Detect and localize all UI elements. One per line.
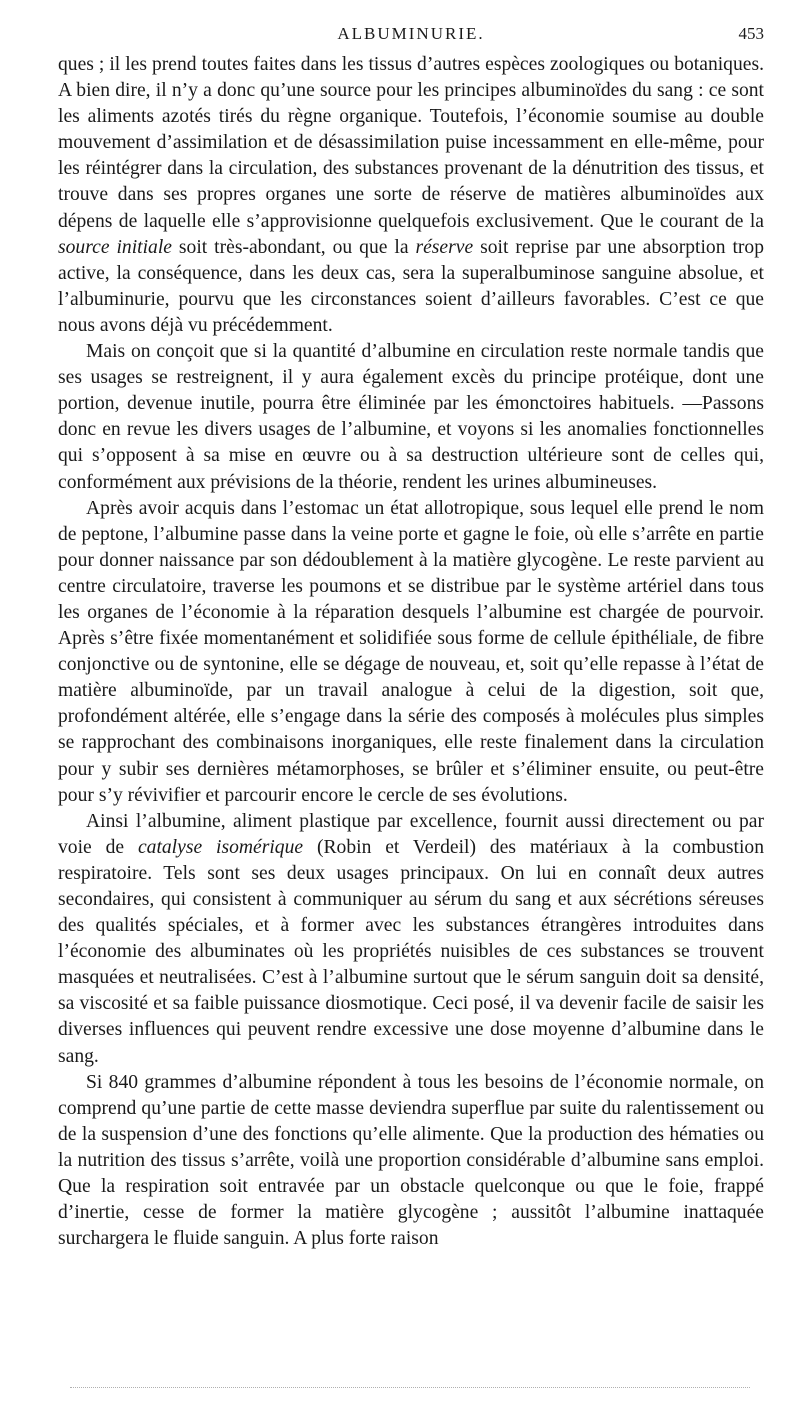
paragraph-2 (58, 339, 764, 496)
text-segment: (Robin et Verdeil) des matériaux à la combustion respiratoire. Tels sont ses deux usages principaux. On lui en connaît deux autres secondaires, qui consistent à communiquer au sérum du sang et aux sécrétions séreuses des qualités spéciales, et à former avec les substances étrangères introduites dans l’économie des albuminates où les propriétés nuisibles de ces substances se trouvent masquées et neutralisées. C’est à l’albumine surtout que le sérum sanguin doit sa densité, sa viscosité et sa faible puissance diosmotique. Ceci posé, il va devenir facile de saisir les diverses influences qui peuvent rendre excessive une dose moyenne d’albumine dans le sang. (58, 836, 765, 1067)
footer-rule (70, 1387, 750, 1388)
paragraph-1 (58, 52, 764, 339)
text-segment: Si 840 grammes d’albumine répondent à tous les besoins de l’économie normale, on comprend qu’une partie de cette masse deviendra superflue par suite du ralentissement ou de la suspension d’une des fonctions qu’elle alimente. Que la production des hématies ou la nutrition des tissus s’arrête, voilà une proportion considérable d’albumine sans emploi. Que la respiration soit entravée par un obstacle quelconque ou que le foie, frappé d’inertie, cesse de former la matière glycogène ; aussitôt l’albumine inattaquée surchargera le fluide sanguin. A plus forte raison (58, 1071, 764, 1250)
italic-term: catalyse isomérique (137, 836, 304, 858)
text-segment: Après avoir acquis dans l’estomac un état allotropique, sous lequel elle prend le nom de peptone, l’albumine passe dans la veine porte et gagne le foie, où elle s’arrête en partie pour donner naissance par son dédoublement à la matière glycogène. Le reste parvient au centre circulatoire, traverse les poumons et se distribue par le système artériel dans tous les organes de l’économie à la réparation desquels l’albumine est chargée de pourvoir. Après s’être fixée momentanément et solidifiée sous forme de cellule épithéliale, de fibre conjonctive ou de syntonine, elle se dégage de nouveau, et, soit qu’elle repasse à l’état de matière albuminoïde, par un travail analogue à celui de la digestion, soit que, profondément altérée, elle s’engage dans la série des composés à molécules plus simples se rapprochant des combinaisons inorganiques, elle reste finalement dans la circulation pour y subir ses dernières métamorphoses, se brûler et s’éliminer ensuite, ou peut-être pour s’y révivifier et parcourir encore le cercle de ses évolutions. (58, 497, 764, 806)
book-page (58, 22, 764, 1252)
italic-term: réserve (415, 236, 474, 258)
paragraph-5 (58, 1070, 764, 1253)
running-title: ALBUMINURIE. (337, 24, 485, 43)
text-segment: Mais on conçoit que si la quantité d’albumine en circulation reste normale tandis que ses usages se restreignent, il y aura également excès du principe protéique, dont une portion, devenue inutile, pourra être éliminée par les émonctoires habituels. —Passons donc en revue les divers usages de l’albumine, et voyons si les anomalies fonctionnelles qui s’opposent à sa mise en œuvre ou à sa destruction ultérieure sont de celles qui, conformément aux prévisions de la théorie, rendent les urines albumineuses. (58, 341, 764, 493)
italic-term: source initiale (58, 236, 172, 258)
body-text (58, 52, 764, 1252)
text-segment: soit très-abondant, ou que la (171, 236, 416, 258)
page-number: 453 (738, 24, 764, 43)
paragraph-4 (58, 809, 764, 1070)
text-segment: soit reprise par une absorption trop active, la conséquence, dans les deux cas, sera la superalbuminose sanguine absolue, et l’albuminurie, pourvu que les circonstances soient d’ailleurs favorables. C’est ce que nous avons déjà vu précédemment. (58, 236, 765, 336)
paragraph-3 (58, 496, 764, 809)
text-segment: Ainsi l’albumine, aliment plastique par excellence, fournit aussi directement ou par voie de (58, 810, 764, 858)
text-segment: ques ; il les prend toutes faites dans les tissus d’autres espèces zoologiques ou botaniques. A bien dire, il n’y a donc qu’une source pour les principes albuminoïdes du sang : ce sont les aliments azotés tirés du règne organique. Toutefois, l’économie soumise au double mouvement d’assimilation et de désassimilation puise incessamment en elle-même, pour les réintégrer dans la circulation, des substances provenant de la dénutrition des tissus, et trouve dans ses propres organes une sorte de réserve de matières albuminoïdes aux dépens de laquelle elle s’approvisionne quelquefois exclusivement. Que le courant de la (58, 54, 764, 232)
running-head (58, 22, 764, 52)
